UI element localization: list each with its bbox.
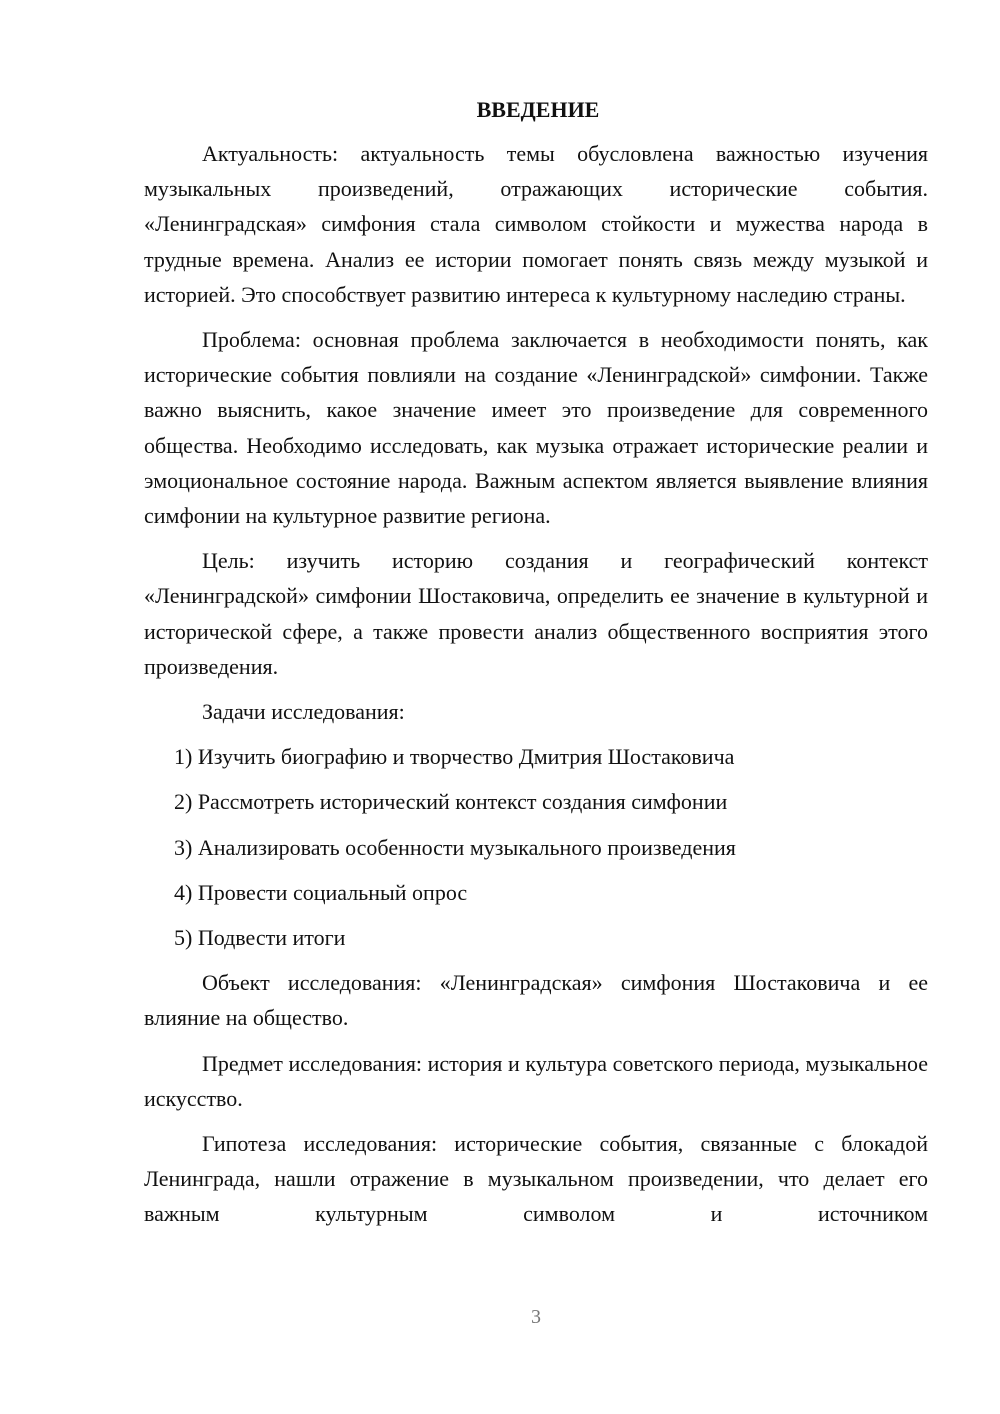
paragraph-subject: Предмет исследования: история и культура советского периода, музыкальное искусство. [144, 1050, 928, 1111]
paragraph-relevance: Актуальность: актуальность темы обусловлена важностью изучения музыкальных произведений, отражающих исторические события. «Ленинградская» симфония стала символом стойкости и мужества народа в трудные времена. Анализ ее истории помогает понять связь между музыкой и историей. Это способствует развитию интереса к культурному наследию страны. [144, 141, 928, 307]
list-item: 4) Провести социальный опрос [174, 879, 468, 905]
tasks-heading: Задачи исследования: [202, 699, 405, 725]
paragraph-problem: Проблема: основная проблема заключается в необходимости понять, как исторические события повлияли на создание «Ленинградской» симфонии. Также важно выяснить, какое значение имеет это произведение для современного общества. Необходимо исследовать, как музыка отражает исторические реалии и эмоциональное состояние народа. Важным аспектом является выявление влияния симфонии на культурное развитие региона. [144, 327, 928, 529]
list-item: 3) Анализировать особенности музыкального произведения [174, 834, 736, 860]
list-item: 2) Рассмотреть исторический контекст создания симфонии [174, 789, 728, 815]
list-item: 5) Подвести итоги [174, 925, 346, 951]
paragraph-goal: Цель: изучить историю создания и географический контекст «Ленинградской» симфонии Шостаковича, определить ее значение в культурной и исторической сфере, а также провести анализ общественного восприятия этого произведения. [144, 548, 928, 679]
page-body [144, 92, 928, 1242]
page-number: 3 [531, 1306, 541, 1328]
tasks-list [144, 739, 928, 955]
paragraph-object: Объект исследования: «Ленинградская» симфония Шостаковича и ее влияние на общество. [144, 970, 928, 1031]
paragraph-hypothesis: Гипотеза исследования: исторические события, связанные с блокадой Ленинграда, нашли отражение в музыкальном произведении, что делает его важным культурным символом и источником [144, 1131, 928, 1227]
list-item: 1) Изучить биографию и творчество Дмитрия Шостаковича [174, 744, 735, 770]
section-title: ВВЕДЕНИЕ [476, 97, 600, 122]
